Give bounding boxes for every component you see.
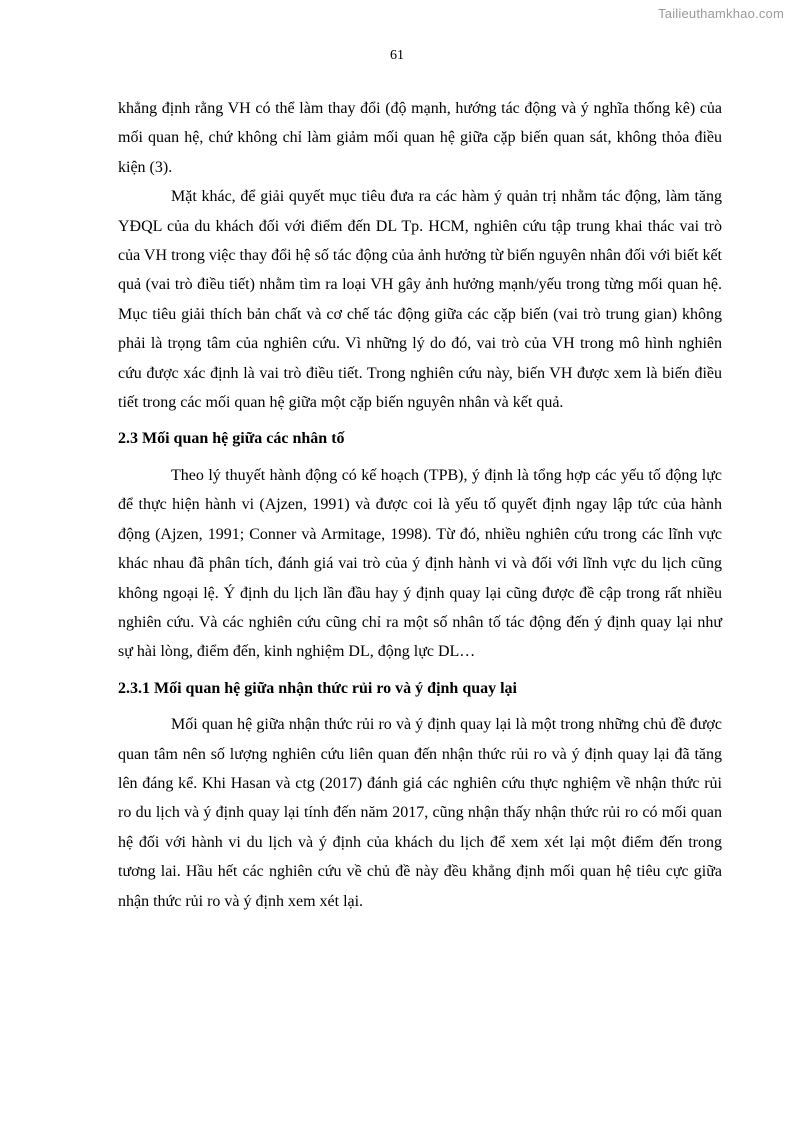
paragraph-continuation: khẳng định rằng VH có thể làm thay đổi (độ mạnh, hướng tác động và ý nghĩa thống kê) của mối quan hệ, chứ không chỉ làm giảm mối quan hệ giữa cặp biến quan sát, không thỏa điều kiện (3).: [118, 100, 722, 176]
section-heading-2-3-1: 2.3.1 Mối quan hệ giữa nhận thức rủi ro và ý định quay lại: [118, 679, 517, 697]
watermark-text: Tailieuthamkhao.com: [658, 6, 784, 21]
paragraph-risk-revisit: Mối quan hệ giữa nhận thức rủi ro và ý định quay lại là một trong những chủ đề được quan tâm nên số lượng nghiên cứu liên quan đến nhận thức rủi ro và ý định quay lại đã tăng lên đáng kể. Khi Hasan và ctg (2017) đánh giá các nghiên cứu thực nghiệm về nhận thức rủi ro du lịch và ý định quay lại tính đến năm 2017, cũng nhận thấy nhận thức rủi ro có mối quan hệ đối với hành vi du lịch và ý định của khách du lịch để xem xét lại một điểm đến trong tương lai. Hầu hết các nghiên cứu về chủ đề này đều khẳng định mối quan hệ tiêu cực giữa nhận thức rủi ro và ý định xem xét lại.: [118, 716, 722, 910]
document-body: [118, 94, 722, 916]
paragraph-moderating-role: Mặt khác, để giải quyết mục tiêu đưa ra các hàm ý quản trị nhằm tác động, làm tăng YĐQL của du khách đối với điểm đến DL Tp. HCM, nghiên cứu tập trung khai thác vai trò của VH trong việc thay đổi hệ số tác động của ảnh hưởng từ biến nguyên nhân đối với biết kết quả (vai trò điều tiết) nhằm tìm ra loại VH gây ảnh hưởng mạnh/yếu trong từng mối quan hệ. Mục tiêu giải thích bản chất và cơ chế tác động giữa các cặp biến (vai trò trung gian) không phải là trọng tâm của nghiên cứu. Vì những lý do đó, vai trò của VH trong mô hình nghiên cứu được xác định là vai trò điều tiết. Trong nghiên cứu này, biến VH được xem là biến điều tiết trong các mối quan hệ giữa một cặp biến nguyên nhân và kết quả.: [118, 188, 722, 412]
section-heading-2-3: 2.3 Mối quan hệ giữa các nhân tố: [118, 430, 345, 448]
page-number: 61: [390, 48, 404, 63]
paragraph-tpb-theory: Theo lý thuyết hành động có kế hoạch (TPB), ý định là tổng hợp các yếu tố động lực để thực hiện hành vi (Ajzen, 1991) và được coi là yếu tố quyết định ngay lập tức của hành động (Ajzen, 1991; Conner và Armitage, 1998). Từ đó, nhiều nghiên cứu trong các lĩnh vực khác nhau đã phân tích, đánh giá vai trò của ý định hành vi và đối với lĩnh vực du lịch cũng không ngoại lệ. Ý định du lịch lần đầu hay ý định quay lại cũng được đề cập trong rất nhiều nghiên cứu. Và các nghiên cứu cũng chỉ ra một số nhân tố tác động đến ý định quay lại như sự hài lòng, điểm đến, kinh nghiệm DL, động lực DL…: [118, 466, 722, 661]
